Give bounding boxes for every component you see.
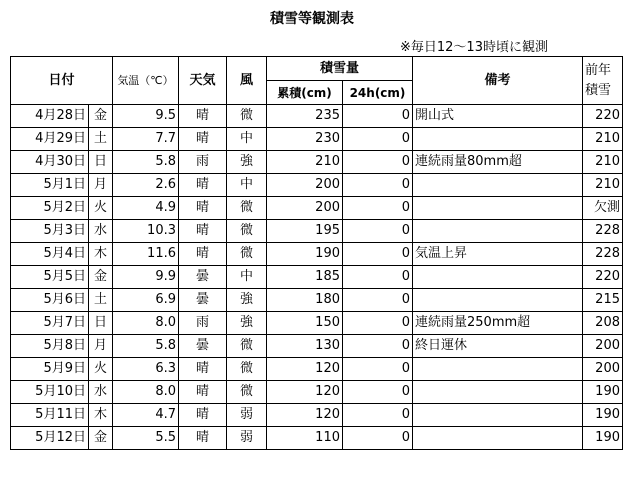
snow-total-cell: 130	[267, 335, 343, 358]
prev-year-cell: 200	[583, 335, 623, 358]
prev-year-cell: 215	[583, 289, 623, 312]
snow-total-cell: 180	[267, 289, 343, 312]
snow-24h-cell: 0	[343, 427, 413, 450]
date-cell: 5月5日	[11, 266, 89, 289]
snow-24h-cell: 0	[343, 335, 413, 358]
date-cell: 4月30日	[11, 151, 89, 174]
weather-cell: 晴	[179, 105, 227, 128]
prev-year-cell: 190	[583, 381, 623, 404]
temperature-cell: 2.6	[113, 174, 179, 197]
snow-24h-cell: 0	[343, 266, 413, 289]
day-of-week-cell: 土	[89, 289, 113, 312]
snow-total-cell: 150	[267, 312, 343, 335]
header-prev-year	[583, 57, 623, 105]
prev-year-cell: 190	[583, 404, 623, 427]
date-cell: 5月11日	[11, 404, 89, 427]
day-of-week-cell: 月	[89, 174, 113, 197]
day-of-week-cell: 金	[89, 105, 113, 128]
snow-24h-cell: 0	[343, 151, 413, 174]
prev-year-cell: 220	[583, 266, 623, 289]
temperature-cell: 8.0	[113, 312, 179, 335]
temperature-cell: 4.7	[113, 404, 179, 427]
remark-cell: 気温上昇	[413, 243, 583, 266]
weather-cell: 晴	[179, 358, 227, 381]
day-of-week-cell: 水	[89, 381, 113, 404]
wind-cell: 微	[227, 243, 267, 266]
snow-total-cell: 120	[267, 358, 343, 381]
date-cell: 5月7日	[11, 312, 89, 335]
table-row	[11, 266, 623, 289]
remark-cell: 連続雨量80mm超	[413, 151, 583, 174]
prev-year-cell: 210	[583, 151, 623, 174]
header-temp: 気温（℃）	[113, 57, 179, 105]
day-of-week-cell: 木	[89, 404, 113, 427]
temperature-cell: 5.8	[113, 151, 179, 174]
wind-cell: 強	[227, 151, 267, 174]
remark-cell	[413, 174, 583, 197]
table-row	[11, 128, 623, 151]
remark-cell: 開山式	[413, 105, 583, 128]
table-row	[11, 243, 623, 266]
remark-cell	[413, 358, 583, 381]
weather-cell: 晴	[179, 128, 227, 151]
snow-total-cell: 120	[267, 404, 343, 427]
table-row	[11, 220, 623, 243]
snow-24h-cell: 0	[343, 220, 413, 243]
snow-24h-cell: 0	[343, 381, 413, 404]
date-cell: 4月28日	[11, 105, 89, 128]
header-snow-group: 積雪量	[267, 57, 413, 81]
remark-cell	[413, 197, 583, 220]
temperature-cell: 6.9	[113, 289, 179, 312]
remark-cell	[413, 220, 583, 243]
snow-24h-cell: 0	[343, 197, 413, 220]
temperature-cell: 9.5	[113, 105, 179, 128]
table-row	[11, 312, 623, 335]
remark-cell	[413, 381, 583, 404]
remark-cell	[413, 266, 583, 289]
snow-total-cell: 120	[267, 381, 343, 404]
prev-year-cell: 228	[583, 220, 623, 243]
date-cell: 5月12日	[11, 427, 89, 450]
date-cell: 5月9日	[11, 358, 89, 381]
weather-cell: 晴	[179, 243, 227, 266]
date-cell: 5月10日	[11, 381, 89, 404]
day-of-week-cell: 金	[89, 266, 113, 289]
table-row	[11, 335, 623, 358]
remark-cell	[413, 427, 583, 450]
day-of-week-cell: 金	[89, 427, 113, 450]
remark-cell	[413, 404, 583, 427]
wind-cell: 微	[227, 358, 267, 381]
day-of-week-cell: 火	[89, 197, 113, 220]
temperature-cell: 4.9	[113, 197, 179, 220]
remark-cell	[413, 289, 583, 312]
snow-total-cell: 200	[267, 174, 343, 197]
weather-cell: 晴	[179, 427, 227, 450]
temperature-cell: 8.0	[113, 381, 179, 404]
header-wind: 風	[227, 57, 267, 105]
wind-cell: 強	[227, 312, 267, 335]
snow-24h-cell: 0	[343, 358, 413, 381]
snow-24h-cell: 0	[343, 128, 413, 151]
weather-cell: 曇	[179, 289, 227, 312]
date-cell: 5月8日	[11, 335, 89, 358]
day-of-week-cell: 月	[89, 335, 113, 358]
wind-cell: 強	[227, 289, 267, 312]
page-title: 積雪等観測表	[270, 11, 354, 27]
temperature-cell: 6.3	[113, 358, 179, 381]
snow-24h-cell: 0	[343, 312, 413, 335]
date-cell: 5月4日	[11, 243, 89, 266]
snow-total-cell: 185	[267, 266, 343, 289]
prev-year-cell: 210	[583, 128, 623, 151]
snow-24h-cell: 0	[343, 243, 413, 266]
header-date: 日付	[11, 57, 113, 105]
prev-year-cell: 228	[583, 243, 623, 266]
remark-cell: 終日運休	[413, 335, 583, 358]
table-row	[11, 404, 623, 427]
weather-cell: 曇	[179, 266, 227, 289]
table-row	[11, 358, 623, 381]
snow-observation-table	[10, 56, 623, 450]
header-snow-total: 累積(cm)	[267, 81, 343, 105]
weather-cell: 晴	[179, 404, 227, 427]
remark-cell: 連続雨量250mm超	[413, 312, 583, 335]
snow-total-cell: 190	[267, 243, 343, 266]
weather-cell: 雨	[179, 312, 227, 335]
header-row	[11, 57, 623, 81]
wind-cell: 微	[227, 197, 267, 220]
date-cell: 5月1日	[11, 174, 89, 197]
day-of-week-cell: 水	[89, 220, 113, 243]
snow-24h-cell: 0	[343, 404, 413, 427]
weather-cell: 晴	[179, 174, 227, 197]
wind-cell: 中	[227, 128, 267, 151]
prev-year-cell: 欠測	[583, 197, 623, 220]
temperature-cell: 7.7	[113, 128, 179, 151]
day-of-week-cell: 火	[89, 358, 113, 381]
table-row	[11, 151, 623, 174]
wind-cell: 中	[227, 174, 267, 197]
header-prev-year-line1: 前年	[585, 62, 612, 78]
table-row	[11, 174, 623, 197]
date-cell: 4月29日	[11, 128, 89, 151]
wind-cell: 微	[227, 335, 267, 358]
day-of-week-cell: 日	[89, 312, 113, 335]
temperature-cell: 9.9	[113, 266, 179, 289]
snow-total-cell: 235	[267, 105, 343, 128]
table-row	[11, 105, 623, 128]
snow-24h-cell: 0	[343, 105, 413, 128]
snow-24h-cell: 0	[343, 174, 413, 197]
table-row	[11, 289, 623, 312]
wind-cell: 中	[227, 266, 267, 289]
remark-cell	[413, 128, 583, 151]
snow-total-cell: 110	[267, 427, 343, 450]
weather-cell: 雨	[179, 151, 227, 174]
weather-cell: 晴	[179, 381, 227, 404]
wind-cell: 微	[227, 105, 267, 128]
date-cell: 5月6日	[11, 289, 89, 312]
temperature-cell: 5.5	[113, 427, 179, 450]
temperature-cell: 10.3	[113, 220, 179, 243]
header-weather: 天気	[179, 57, 227, 105]
wind-cell: 微	[227, 381, 267, 404]
wind-cell: 弱	[227, 427, 267, 450]
day-of-week-cell: 土	[89, 128, 113, 151]
weather-cell: 曇	[179, 335, 227, 358]
prev-year-cell: 190	[583, 427, 623, 450]
snow-total-cell: 230	[267, 128, 343, 151]
day-of-week-cell: 木	[89, 243, 113, 266]
prev-year-cell: 220	[583, 105, 623, 128]
table-row	[11, 381, 623, 404]
date-cell: 5月2日	[11, 197, 89, 220]
temperature-cell: 5.8	[113, 335, 179, 358]
temperature-cell: 11.6	[113, 243, 179, 266]
table-row	[11, 427, 623, 450]
prev-year-cell: 208	[583, 312, 623, 335]
snow-total-cell: 195	[267, 220, 343, 243]
weather-cell: 晴	[179, 220, 227, 243]
observation-note: ※毎日12～13時頃に観測	[400, 40, 548, 55]
wind-cell: 微	[227, 220, 267, 243]
header-remarks: 備考	[413, 57, 583, 105]
table-row	[11, 197, 623, 220]
prev-year-cell: 200	[583, 358, 623, 381]
prev-year-cell: 210	[583, 174, 623, 197]
day-of-week-cell: 日	[89, 151, 113, 174]
snow-24h-cell: 0	[343, 289, 413, 312]
snow-total-cell: 200	[267, 197, 343, 220]
wind-cell: 弱	[227, 404, 267, 427]
header-snow-24h: 24h(cm)	[343, 81, 413, 105]
date-cell: 5月3日	[11, 220, 89, 243]
weather-cell: 晴	[179, 197, 227, 220]
header-prev-year-line2: 積雪	[585, 82, 612, 98]
snow-total-cell: 210	[267, 151, 343, 174]
